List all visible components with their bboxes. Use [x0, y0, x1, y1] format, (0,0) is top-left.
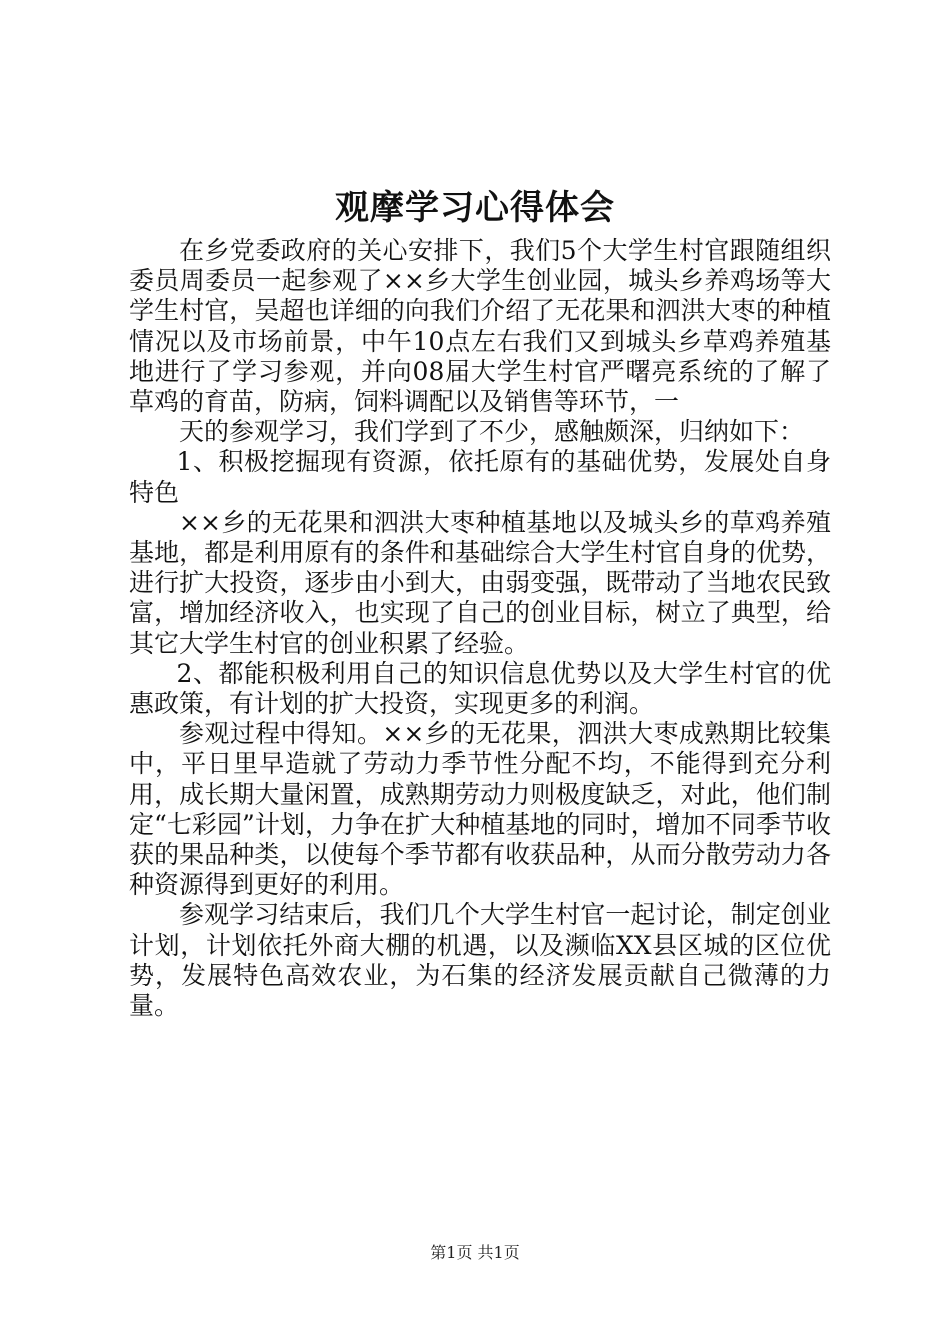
paragraph-point-2: 2、都能积极利用自己的知识信息优势以及大学生村官的优惠政策，有计划的扩大投资，实现更多的利润。	[129, 658, 831, 719]
document-title: 观摩学习心得体会	[335, 188, 615, 228]
paragraph-conclusion: 参观学习结束后，我们几个大学生村官一起讨论，制定创业计划，计划依托外商大棚的机遇，以及濒临XX县区城的区位优势，发展特色高效农业，为石集的经济发展贡献自己微薄的力量。	[129, 900, 831, 1021]
paragraph-observation: 参观过程中得知。××乡的无花果，泗洪大枣成熟期比较集中，平日里早造就了劳动力季节性分配不均，不能得到充分利用，成长期大量闲置，成熟期劳动力则极度缺乏，对此，他们制定“七彩园”计划，力争在扩大种植基地的同时，增加不同季节收获的果品种类，以使每个季节都有收获品种，从而分散劳动力各种资源得到更好的利用。	[129, 719, 831, 900]
document-body	[129, 236, 831, 1021]
paragraph-point-1: 1、积极挖掘现有资源，依托原有的基础优势，发展处自身特色	[129, 447, 831, 507]
paragraph-point-1-detail: ××乡的无花果和泗洪大枣种植基地以及城头乡的草鸡养殖基地，都是利用原有的条件和基础综合大学生村官自身的优势，进行扩大投资，逐步由小到大，由弱变强，既带动了当地农民致富，增加经济收入，也实现了自己的创业目标，树立了典型，给其它大学生村官的创业积累了经验。	[129, 507, 831, 658]
paragraph-summary-lead: 天的参观学习，我们学到了不少，感触颇深，归纳如下：	[179, 417, 805, 447]
page-footer: 第1页 共1页	[430, 1243, 520, 1262]
paragraph-intro: 在乡党委政府的关心安排下，我们5个大学生村官跟随组织委员周委员一起参观了××乡大学生创业园，城头乡养鸡场等大学生村官，吴超也详细的向我们介绍了无花果和泗洪大枣的种植情况以及市场前景，中午10点左右我们又到城头乡草鸡养殖基地进行了学习参观，并向08届大学生村官严曙亮系统的了解了草鸡的育苗，防病，饲料调配以及销售等环节，一	[129, 236, 831, 417]
